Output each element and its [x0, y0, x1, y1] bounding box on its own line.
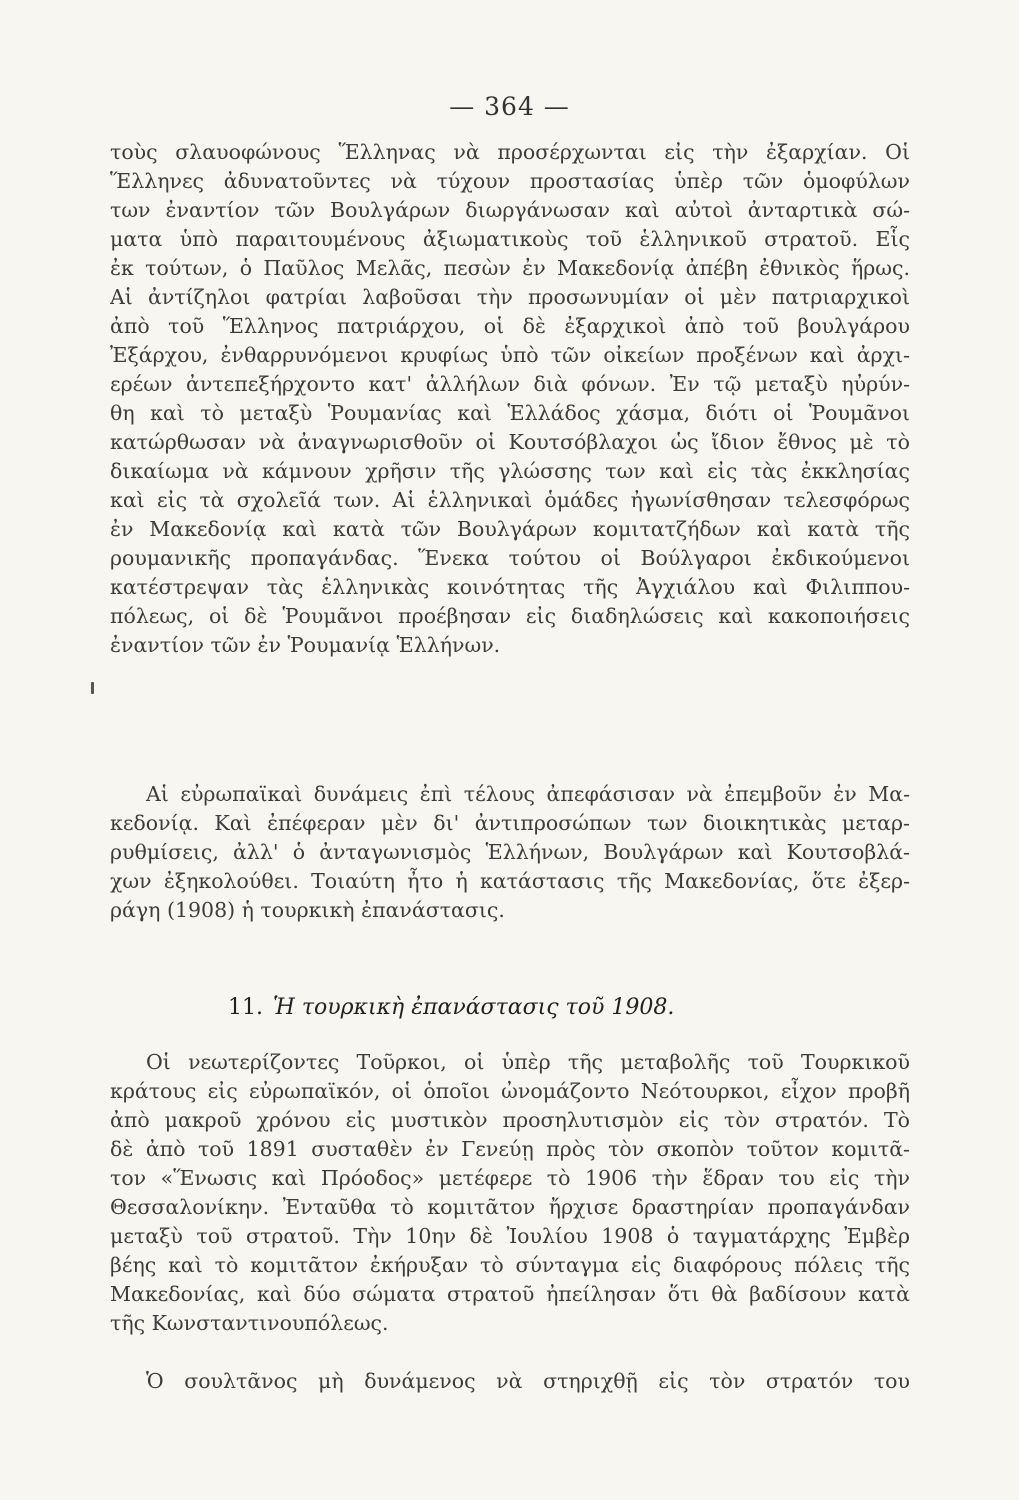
section-heading: [228, 995, 674, 1020]
text-line: πόλεως, οἱ δὲ Ῥουμᾶνοι προέβησαν εἰς διαδηλώσεις καὶ κακοποιήσεις: [110, 604, 910, 628]
text-line: χων ἐξηκολούθει. Τοιαύτη ἦτο ἡ κατάστασις τῆς Μακεδονίας, ὅτε ἐξερ-: [110, 869, 910, 893]
text-line: καὶ εἰς τὰ σχολεῖά των. Αἱ ἑλληνικαὶ ὁμάδες ἠγωνίσθησαν τελεσφόρως: [110, 488, 910, 512]
section-number: 11.: [228, 995, 263, 1020]
text-line: Ὁ σουλτᾶνος μὴ δυνάμενος νὰ στηριχθῇ εἰς τὸν στρατόν του: [146, 1369, 910, 1393]
text-line: βέης καὶ τὸ κομιτᾶτον ἐκήρυξαν τὸ σύνταγμα εἰς διαφόρους πόλεις τῆς: [110, 1253, 910, 1277]
text-line: ἐναντίον τῶν ἐν Ῥουμανίᾳ Ἑλλήνων.: [110, 633, 501, 657]
text-line: Μακεδονίας, καὶ δύο σώματα στρατοῦ ἠπείλησαν ὅτι θὰ βαδίσουν κατὰ: [110, 1282, 910, 1306]
text-line: κατώρθωσαν νὰ ἀναγνωρισθοῦν οἱ Κουτσόβλαχοι ὡς ἴδιον ἔθνος μὲ τὸ: [110, 430, 910, 454]
text-line: Αἱ ἀντίζηλοι φατρίαι λαβοῦσαι τὴν προσωνυμίαν οἱ μὲν πατριαρχικοὶ: [110, 285, 910, 309]
text-line: ράγη (1908) ἡ τουρκικὴ ἐπανάστασις.: [110, 898, 505, 922]
paragraph-macedonian-struggle: [110, 138, 910, 660]
text-line: κατέστρεψαν τὰς ἑλληνικὰς κοινότητας τῆς Ἀγχιάλου καὶ Φιλιππου-: [110, 575, 910, 599]
text-line: ματα ὑπὸ παραιτουμένους ἀξιωματικοὺς τοῦ ἑλληνικοῦ στρατοῦ. Εἷς: [110, 227, 910, 251]
page-number: — 364 —: [449, 92, 570, 121]
margin-mark: [91, 682, 94, 694]
text-line: δὲ ἀπὸ τοῦ 1891 συσταθὲν ἐν Γενεύῃ πρὸς τὸν σκοπὸν τοῦτον κομιτᾶ-: [110, 1137, 910, 1161]
text-line: ερέων ἀντεπεξήρχοντο κατ' ἀλλήλων διὰ φόνων. Ἐν τῷ μεταξὺ ηὐρύν-: [110, 372, 910, 396]
paragraph-european-powers: [110, 780, 910, 925]
text-line: ἐν Μακεδονίᾳ καὶ κατὰ τῶν Βουλγάρων κομιτατζήδων καὶ κατὰ τῆς: [110, 517, 910, 541]
section-title: Ἡ τουρκικὴ ἐπανάστασις τοῦ 1908.: [273, 995, 675, 1020]
text-line: τοὺς σλαυοφώνους Ἕλληνας νὰ προσέρχωνται εἰς τὴν ἐξαρχίαν. Οἱ: [110, 140, 910, 164]
text-line: ρουμανικῆς προπαγάνδας. Ἕνεκα τούτου οἱ Βούλγαροι ἐκδικούμενοι: [110, 546, 910, 570]
text-line: τον «Ἕνωσις καὶ Πρόοδος» μετέφερε τὸ 1906 τὴν ἕδραν του εἰς τὴν: [110, 1166, 910, 1190]
text-line: Αἱ εὐρωπαϊκαὶ δυνάμεις ἐπὶ τέλους ἀπεφάσισαν νὰ ἐπεμβοῦν ἐν Μα-: [146, 782, 910, 806]
text-line: Ἐξάρχου, ἐνθαρρυνόμενοι κρυφίως ὑπὸ τῶν οἰκείων προξένων καὶ ἀρχι-: [110, 343, 910, 367]
text-line: θη καὶ τὸ μεταξὺ Ῥουμανίας καὶ Ἑλλάδος χάσμα, διότι οἱ Ῥουμᾶνοι: [110, 401, 910, 425]
text-line: δικαίωμα νὰ κάμνουν χρῆσιν τῆς γλώσσης των καὶ εἰς τὰς ἐκκλησίας: [110, 459, 910, 483]
text-line: κεδονίᾳ. Καὶ ἐπέφεραν μὲν δι' ἀντιπροσώπων των διοικητικὰς μεταρ-: [110, 811, 910, 835]
text-line: ἀπὸ μακροῦ χρόνου εἰς μυστικὸν προσηλυτισμὸν εἰς τὸν στρατόν. Τὸ: [110, 1108, 910, 1132]
paragraph-young-turks: [110, 1048, 910, 1338]
text-line: των ἐναντίον τῶν Βουλγάρων διωργάνωσαν καὶ αὐτοὶ ἀνταρτικὰ σώ-: [110, 198, 910, 222]
text-line: Θεσσαλονίκην. Ἐνταῦθα τὸ κομιτᾶτον ἤρχισε δραστηρίαν προπαγάνδαν: [110, 1195, 910, 1219]
text-line: ρυθμίσεις, ἀλλ' ὁ ἀνταγωνισμὸς Ἑλλήνων, Βουλγάρων καὶ Κουτσοβλά-: [110, 840, 910, 864]
text-line: Οἱ νεωτερίζοντες Τοῦρκοι, οἱ ὑπὲρ τῆς μεταβολῆς τοῦ Τουρκικοῦ: [146, 1050, 910, 1074]
text-line: Ἕλληνες ἀδυνατοῦντες νὰ τύχουν προστασίας ὑπὲρ τῶν ὁμοφύλων: [110, 169, 910, 193]
paragraph-sultan: [110, 1367, 910, 1396]
text-line: τῆς Κωνσταντινουπόλεως.: [110, 1311, 389, 1335]
text-line: κράτους εἰς εὐρωπαϊκόν, οἱ ὁποῖοι ὠνομάζοντο Νεότουρκοι, εἶχον προβῆ: [110, 1079, 910, 1103]
text-line: ἐκ τούτων, ὁ Παῦλος Μελᾶς, πεσὼν ἐν Μακεδονίᾳ ἀπέβη ἐθνικὸς ἥρως.: [110, 256, 910, 280]
text-line: ἀπὸ τοῦ Ἕλληνος πατριάρχου, οἱ δὲ ἐξαρχικοὶ ἀπὸ τοῦ βουλγάρου: [110, 314, 910, 338]
text-line: μεταξὺ τοῦ στρατοῦ. Τὴν 10ην δὲ Ἰουλίου 1908 ὁ ταγματάρχης Ἐμβὲρ: [110, 1224, 910, 1248]
